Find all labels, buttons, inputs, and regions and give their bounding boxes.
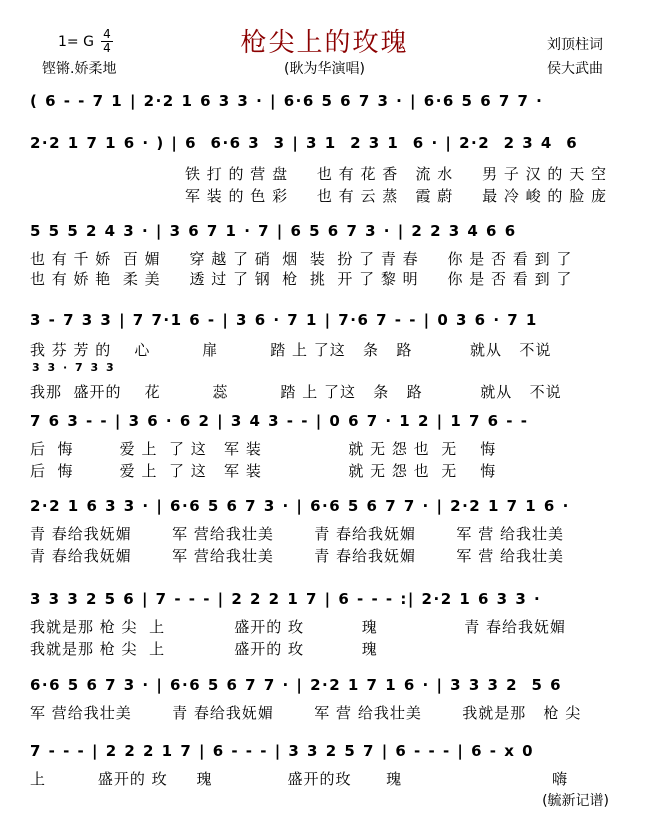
system-9-notes: 7 - - - | 2 2 2 1 7 | 6 - - - | 3 3 2 5 7 | 6 - - - | 6 - x 0 [30, 742, 535, 760]
lyricist-credit: 刘顶柱词 [547, 37, 603, 53]
composer-credit: 侯大武曲 [547, 61, 603, 77]
system-2-notes: 2·2 1 7 1 6 · ) | 6 6·6 3 3 | 3 1 2 3 1 6 · | 2·2 2 3 4 6 [30, 134, 579, 152]
system-8-notes: 6·6 5 6 7 3 · | 6·6 5 6 7 7 · | 2·2 1 7 1 6 · | 3 3 3 2 5 6 [30, 676, 563, 694]
system-3-lyric-1: 也 有 千 娇 百 媚 穿 越 了 硝 烟 装 扮 了 青 春 你 是 否 看 到 了 [30, 250, 573, 268]
song-title: 枪尖上的玫瑰 [240, 28, 409, 58]
system-8-lyric-1: 军 营给我壮美 青 春给我妩媚 军 营 给我壮美 我就是那 枪 尖 [30, 704, 582, 722]
system-4-variant-notes: 3 3 · 7 3 3 [32, 361, 116, 374]
transcriber-credit: (毓新记谱) [542, 793, 609, 809]
system-5-lyric-2: 后 悔 爱 上 了 这 军 装 就 无 怨 也 无 悔 [30, 462, 497, 480]
system-3-lyric-2: 也 有 娇 艳 柔 美 透 过 了 钢 枪 挑 开 了 黎 明 你 是 否 看 到 了 [30, 270, 573, 288]
system-2-lyric-1: 铁 打 的 营 盘 也 有 花 香 流 水 男 子 汉 的 天 空 [185, 165, 607, 183]
key-signature: 1= G [58, 34, 94, 50]
singer-credit: (耿为华演唱) [284, 61, 365, 77]
system-6-notes: 2·2 1 6 3 3 · | 6·6 5 6 7 3 · | 6·6 5 6 7 7 · | 2·2 1 7 1 6 · [30, 497, 570, 515]
tempo-marking: 铿锵.娇柔地 [42, 61, 117, 77]
system-1-notes: ( 6 - - 7 1 | 2·2 1 6 3 3 · | 6·6 5 6 7 3 · | 6·6 5 6 7 7 · [30, 92, 544, 110]
system-9-lyric-1: 上 盛开的 玫 瑰 盛开的玫 瑰 嗨 [30, 770, 569, 788]
meter-top: 4 [103, 27, 111, 41]
system-5-notes: 7 6 3 - - | 3 6 · 6 2 | 3 4 3 - - | 0 6 7 · 1 2 | 1 7 6 - - [30, 412, 529, 430]
system-7-lyric-1: 我就是那 枪 尖 上 盛开的 玫 瑰 青 春给我妩媚 [30, 618, 567, 636]
system-4-lyric-1: 我 芬 芳 的 心 扉 踏 上 了这 条 路 就从 不说 [30, 341, 552, 359]
meter-bottom: 4 [103, 41, 111, 55]
system-5-lyric-1: 后 悔 爱 上 了 这 军 装 就 无 怨 也 无 悔 [30, 440, 497, 458]
system-4-lyric-2: 我那 盛开的 花 蕊 踏 上 了这 条 路 就从 不说 [30, 383, 562, 401]
time-signature [100, 28, 114, 55]
system-7-notes: 3 3 3 2 5 6 | 7 - - - | 2 2 2 1 7 | 6 - - - :| 2·2 1 6 3 3 · [30, 590, 542, 608]
system-2-lyric-2: 军 装 的 色 彩 也 有 云 蒸 霞 蔚 最 冷 峻 的 脸 庞 [185, 187, 607, 205]
system-7-lyric-2: 我就是那 枪 尖 上 盛开的 玫 瑰 [30, 640, 378, 658]
system-6-lyric-2: 青 春给我妩媚 军 营给我壮美 青 春给我妩媚 军 营 给我壮美 [30, 547, 564, 565]
system-6-lyric-1: 青 春给我妩媚 军 营给我壮美 青 春给我妩媚 军 营 给我壮美 [30, 525, 564, 543]
system-4-notes: 3 - 7 3 3 | 7 7·1 6 - | 3 6 · 7 1 | 7·6 7 - - | 0 3 6 · 7 1 [30, 311, 538, 329]
system-3-notes: 5 5 5 2 4 3 · | 3 6 7 1 · 7 | 6 5 6 7 3 · | 2 2 3 4 6 6 [30, 222, 517, 240]
